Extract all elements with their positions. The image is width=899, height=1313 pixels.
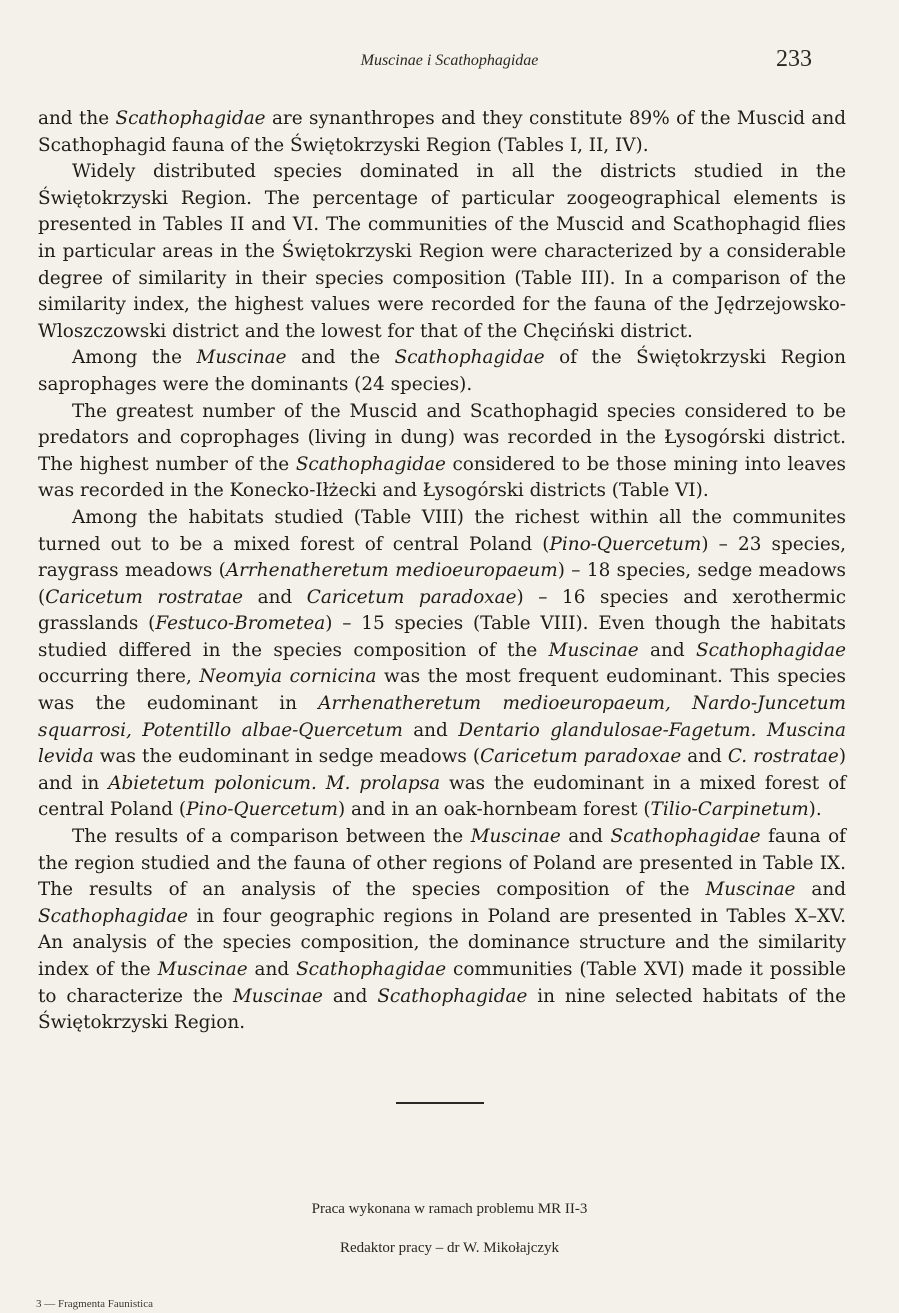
page-number: 233 xyxy=(776,46,812,72)
running-title: Muscinae i Scathophagidae xyxy=(360,52,539,69)
section-divider xyxy=(396,1102,484,1104)
paragraph-3: Among the Muscinae and the Scathophagidae of the Świętokrzyski Region saprophages were the dominants (24 species). xyxy=(38,347,846,395)
paragraph-1: and the Scathophagidae are synanthropes and they constitute 89% of the Muscid and Scathophagid fauna of the Świętokrzyski Region (Tables I, II, IV). xyxy=(38,108,846,156)
paragraph-6: The results of a comparison between the Muscinae and Scathophagidae fauna of the region studied and the fauna of other regions of Poland are presented in Table IX. The results of an analysis of the species composition of the Muscinae and Scathophagidae in four geographic regions in Poland are presented in Tables X–XV. An analysis of the species composition, the dominance structure and the similarity index of the Muscinae and Scathophagidae communities (Table XVI) made it possible to characterize the Muscinae and Scathophagidae in nine selected habitats of the Świętokrzyski Region. xyxy=(38,826,846,1034)
paragraph-2: Widely distributed species dominated in all the districts studied in the Świętokrzyski Region. The percentage of particular zoogeographical elements is presented in Tables II and VI. The communities of the Muscid and Scathophagid flies in particular areas in the Świętokrzyski Region were characterized by a considerable degree of similarity in their species composition (Table III). In a comparison of the similarity index, the highest values were recorded for the fauna of the Jędrzejowsko-Wloszczowski district and the lowest for that of the Chęciński district. xyxy=(38,161,846,342)
funding-note: Praca wykonana w ramach problemu MR II-3 xyxy=(311,1201,588,1217)
sheet-signature: 3 — Fragmenta Faunistica xyxy=(36,1298,154,1310)
paragraph-4: The greatest number of the Muscid and Scathophagid species considered to be predators and coprophages (living in dung) was recorded in the Łysogórski district. The highest number of the Scathophagidae considered to be those mining into leaves was recorded in the Konecko-Iłżecki and Łysogórski districts (Table VI). xyxy=(38,400,846,502)
editor-note: Redaktor pracy – dr W. Mikołajczyk xyxy=(339,1240,560,1256)
body-text xyxy=(38,106,846,1037)
paragraph-5: Among the habitats studied (Table VIII) the richest within all the communites turned out to be a mixed forest of central Poland (Pino-Quercetum) – 23 species, raygrass meadows (Arrhenatheretum medioeuropaeum) – 18 species, sedge meadows (Caricetum rostratae and Caricetum paradoxae) – 16 species and xerothermic grasslands (Festuco-Brometea) – 15 species (Table VIII). Even though the habitats studied differed in the species composition of the Muscinae and Scathophagidae occurring there, Neomyia cornicina was the most frequent eudominant. This species was the eudominant in Arrhenatheretum medioeuropaeum, Nardo-Juncetum squarrosi, Potentillo albae-Quercetum and Dentario glandulosae-Fagetum. Muscina levida was the eudominant in sedge meadows (Caricetum paradoxae and C. rostratae) and in Abietetum polonicum. M. prolapsa was the eudominant in a mixed forest of central Poland (Pino-Quercetum) and in an oak-hornbeam forest (Tilio-Carpinetum). xyxy=(38,506,847,821)
